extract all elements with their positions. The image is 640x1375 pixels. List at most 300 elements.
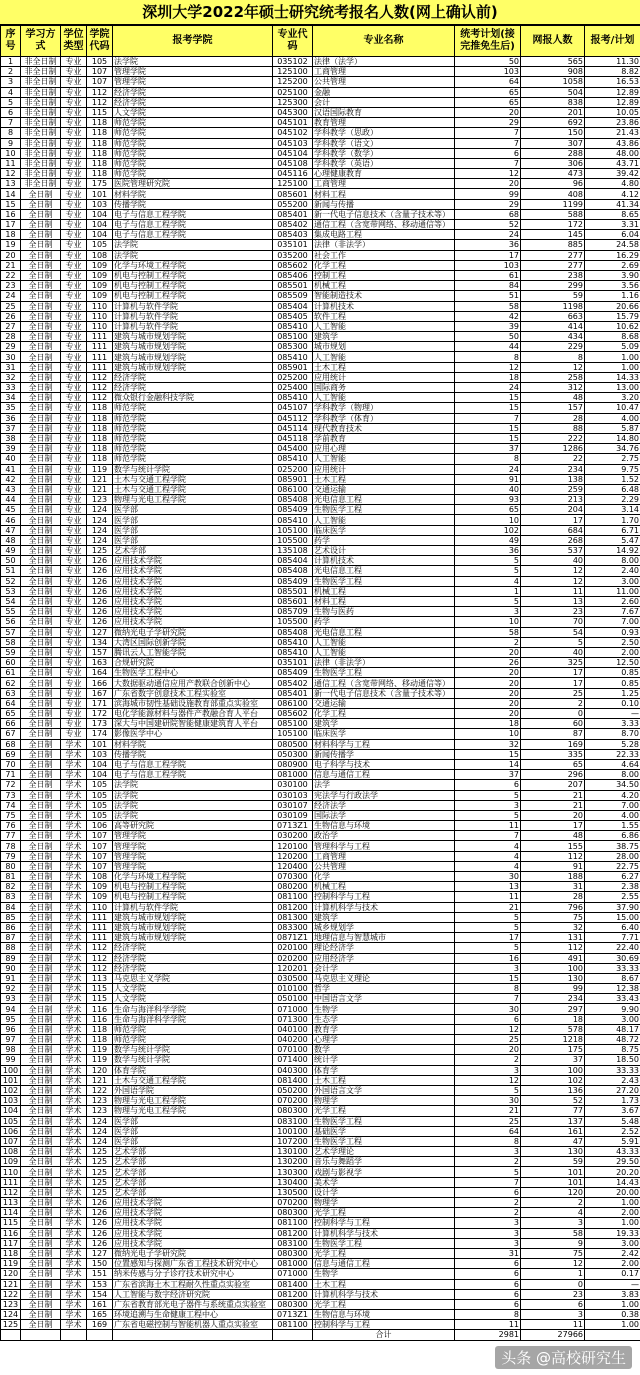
cell-row-index: 59	[1, 647, 21, 657]
cell-applicant-count: 885	[521, 240, 585, 250]
table-row	[1, 1228, 640, 1238]
header-school-code: 学院代码	[87, 26, 113, 57]
cell-study-mode: 全日制	[21, 861, 61, 871]
cell-plan-count: 16	[455, 953, 521, 963]
cell-school-name: 师范学院	[113, 158, 273, 168]
cell-major-code: 035101	[273, 658, 313, 668]
cell-major-code: 086100	[273, 484, 313, 494]
cell-row-index: 48	[1, 535, 21, 545]
cell-major-name: 工商管理	[313, 67, 455, 77]
cell-ratio: 22.33	[585, 749, 640, 759]
cell-school-code: 150	[87, 1259, 113, 1269]
cell-major-code: 085401	[273, 209, 313, 219]
cell-major-code: 085401	[273, 688, 313, 698]
cell-degree-type: 专业	[61, 719, 87, 729]
cell-major-code: 080300	[273, 1106, 313, 1116]
cell-school-code: 105	[87, 240, 113, 250]
cell-major-code: 085410	[273, 637, 313, 647]
table-row	[1, 994, 640, 1004]
cell-row-index: 56	[1, 617, 21, 627]
cell-major-name: 物理学	[313, 1198, 455, 1208]
table-row	[1, 1136, 640, 1146]
cell-degree-type: 专业	[61, 209, 87, 219]
cell-applicant-count: 96	[521, 179, 585, 189]
table-row	[1, 1218, 640, 1228]
cell-plan-count: 12	[455, 1075, 521, 1085]
cell-degree-type: 学术	[61, 1279, 87, 1289]
cell-major-name: 宪法学与行政法学	[313, 790, 455, 800]
cell-degree-type: 专业	[61, 118, 87, 128]
cell-school-name: 计算机与软件学院	[113, 902, 273, 912]
cell-major-code: 085410	[273, 321, 313, 331]
cell-row-index: 120	[1, 1269, 21, 1279]
cell-major-code: 080200	[273, 882, 313, 892]
cell-major-name: 化学	[313, 872, 455, 882]
cell-row-index: 2	[1, 67, 21, 77]
cell-applicant-count: 54	[521, 627, 585, 637]
cell-plan-count: 7	[455, 413, 521, 423]
cell-major-code: 020200	[273, 953, 313, 963]
cell-ratio: 20.66	[585, 301, 640, 311]
cell-major-name: 艺术学理论	[313, 1147, 455, 1157]
cell-plan-count: 11	[455, 821, 521, 831]
cell-row-index: 47	[1, 525, 21, 535]
cell-study-mode: 全日制	[21, 688, 61, 698]
cell-degree-type: 专业	[61, 128, 87, 138]
cell-study-mode: 全日制	[21, 1187, 61, 1197]
cell-plan-count: 18	[455, 719, 521, 729]
cell-school-code: 103	[87, 749, 113, 759]
cell-plan-count: 5	[455, 1085, 521, 1095]
cell-school-name: 医学部	[113, 535, 273, 545]
cell-major-code: 050200	[273, 1085, 313, 1095]
cell-ratio: 11.00	[585, 586, 640, 596]
cell-school-name: 师范学院	[113, 444, 273, 454]
cell-ratio: 4.64	[585, 759, 640, 769]
cell-study-mode: 全日制	[21, 189, 61, 199]
cell-major-name: 人工智能	[313, 515, 455, 525]
cell-row-index: 97	[1, 1035, 21, 1045]
cell-school-code: 111	[87, 922, 113, 932]
cell-school-code: 124	[87, 515, 113, 525]
cell-major-name: 哲学	[313, 984, 455, 994]
cell-degree-type: 专业	[61, 260, 87, 270]
cell-row-index: 119	[1, 1259, 21, 1269]
cell-school-code: 115	[87, 984, 113, 994]
table-row	[1, 1248, 640, 1258]
cell-ratio: 34.76	[585, 444, 640, 454]
table-row	[1, 535, 640, 545]
cell-row-index: 82	[1, 882, 21, 892]
table-row	[1, 586, 640, 596]
cell-plan-count: 6	[455, 1289, 521, 1299]
cell-study-mode: 全日制	[21, 220, 61, 230]
table-row	[1, 372, 640, 382]
cell-major-name: 新一代电子信息技术（含量子技术等）	[313, 209, 455, 219]
cell-major-name: 生物医学工程	[313, 1136, 455, 1146]
cell-row-index: 95	[1, 1014, 21, 1024]
cell-degree-type: 学术	[61, 1167, 87, 1177]
cell-degree-type: 学术	[61, 1136, 87, 1146]
cell-major-name: 学科教学（语文）	[313, 138, 455, 148]
cell-school-name: 艺术学部	[113, 546, 273, 556]
cell-applicant-count: 130	[521, 973, 585, 983]
cell-school-code: 125	[87, 1187, 113, 1197]
cell-school-code: 111	[87, 332, 113, 342]
cell-degree-type: 学术	[61, 1289, 87, 1299]
cell-row-index: 36	[1, 413, 21, 423]
cell-major-name: 土木工程	[313, 362, 455, 372]
cell-applicant-count: 306	[521, 158, 585, 168]
cell-major-name: 会计学	[313, 963, 455, 973]
cell-applicant-count: 157	[521, 403, 585, 413]
cell-major-name: 应用统计	[313, 372, 455, 382]
cell-applicant-count: 112	[521, 851, 585, 861]
cell-school-code: 119	[87, 1045, 113, 1055]
cell-major-name: 教育管理	[313, 118, 455, 128]
cell-study-mode: 全日制	[21, 1035, 61, 1045]
cell-applicant-count: 1286	[521, 444, 585, 454]
cell-ratio: 6.86	[585, 831, 640, 841]
cell-study-mode: 全日制	[21, 749, 61, 759]
cell-plan-count: 40	[455, 484, 521, 494]
cell-school-code: 134	[87, 637, 113, 647]
cell-major-name: 城市规划	[313, 342, 455, 352]
cell-applicant-count: 434	[521, 332, 585, 342]
cell-study-mode: 全日制	[21, 586, 61, 596]
cell-study-mode: 全日制	[21, 1096, 61, 1106]
cell-school-name: 电子与信息工程学院	[113, 220, 273, 230]
cell-school-name: 建筑与城市规划学院	[113, 912, 273, 922]
cell-school-code: 169	[87, 1320, 113, 1330]
cell-plan-count: 12	[455, 169, 521, 179]
cell-school-name: 位置感知与探测广东省工程技术研究中心	[113, 1259, 273, 1269]
cell-row-index: 14	[1, 189, 21, 199]
cell-school-name: 应用技术学院	[113, 1218, 273, 1228]
cell-row-index: 53	[1, 586, 21, 596]
cell-major-code: 120201	[273, 963, 313, 973]
cell-ratio: 5.48	[585, 1116, 640, 1126]
cell-school-name: 经济学院	[113, 372, 273, 382]
cell-major-name: 城乡规划学	[313, 922, 455, 932]
cell-school-code: 112	[87, 953, 113, 963]
cell-study-mode: 全日制	[21, 1218, 61, 1228]
cell-applicant-count: 234	[521, 994, 585, 1004]
table-row	[1, 169, 640, 179]
cell-school-code: 124	[87, 525, 113, 535]
cell-major-code: 085901	[273, 474, 313, 484]
cell-row-index: 123	[1, 1299, 21, 1309]
table-row	[1, 1269, 640, 1279]
cell-school-name: 环境追溯与生命健康工程中心	[113, 1310, 273, 1320]
cell-school-name: 应用技术学院	[113, 576, 273, 586]
table-row	[1, 77, 640, 87]
table-row	[1, 484, 640, 494]
cell-major-name: 生物信息与环境	[313, 1310, 455, 1320]
cell-applicant-count: 47	[521, 1136, 585, 1146]
cell-plan-count: 10	[455, 515, 521, 525]
cell-degree-type: 专业	[61, 474, 87, 484]
cell-applicant-count: 23	[521, 1289, 585, 1299]
cell-row-index: 64	[1, 698, 21, 708]
table-row	[1, 658, 640, 668]
cell-school-code: 112	[87, 393, 113, 403]
cell-applicant-count: 21	[521, 790, 585, 800]
cell-major-code: 071000	[273, 1269, 313, 1279]
cell-school-name: 法学院	[113, 250, 273, 260]
cell-ratio: 14.92	[585, 546, 640, 556]
cell-study-mode: 全日制	[21, 495, 61, 505]
cell-major-code: 081100	[273, 1218, 313, 1228]
cell-major-name: 软件工程	[313, 311, 455, 321]
cell-ratio: 0.17	[585, 1269, 640, 1279]
cell-ratio: 5.28	[585, 739, 640, 749]
cell-degree-type: 专业	[61, 647, 87, 657]
cell-school-code: 161	[87, 1299, 113, 1309]
cell-row-index: 20	[1, 250, 21, 260]
cell-degree-type: 学术	[61, 1310, 87, 1320]
cell-row-index: 4	[1, 87, 21, 97]
cell-degree-type: 专业	[61, 311, 87, 321]
cell-major-code: 050300	[273, 749, 313, 759]
cell-school-name: 建筑与城市规划学院	[113, 362, 273, 372]
cell-degree-type: 专业	[61, 189, 87, 199]
cell-major-code: 030107	[273, 800, 313, 810]
cell-degree-type: 专业	[61, 362, 87, 372]
cell-major-name: 应用经济学	[313, 953, 455, 963]
table-row	[1, 199, 640, 209]
cell-study-mode: 全日制	[21, 1065, 61, 1075]
cell-row-index: 112	[1, 1187, 21, 1197]
cell-school-name: 经济学院	[113, 97, 273, 107]
cell-school-code: 121	[87, 1075, 113, 1085]
table-row	[1, 1014, 640, 1024]
cell-school-code: 110	[87, 902, 113, 912]
table-row	[1, 270, 640, 280]
cell-school-code: 115	[87, 994, 113, 1004]
cell-school-code: 110	[87, 301, 113, 311]
cell-applicant-count: 4	[521, 1208, 585, 1218]
cell-applicant-count: 692	[521, 118, 585, 128]
table-row	[1, 546, 640, 556]
cell-school-name: 应用技术学院	[113, 566, 273, 576]
cell-plan-count: 14	[455, 759, 521, 769]
cell-applicant-count: 87	[521, 729, 585, 739]
cell-study-mode: 全日制	[21, 1310, 61, 1320]
cell-row-index: 87	[1, 933, 21, 943]
cell-degree-type: 专业	[61, 97, 87, 107]
cell-major-name: 光电信息工程	[313, 627, 455, 637]
cell-school-code: 118	[87, 423, 113, 433]
cell-ratio: 20.00	[585, 1187, 640, 1197]
cell-study-mode: 全日制	[21, 535, 61, 545]
cell-plan-count: 5	[455, 912, 521, 922]
cell-row-index: 22	[1, 270, 21, 280]
cell-plan-count: 64	[455, 1126, 521, 1136]
cell-degree-type: 学术	[61, 1299, 87, 1309]
cell-degree-type: 学术	[61, 1014, 87, 1024]
cell-major-code: 010100	[273, 984, 313, 994]
cell-row-index: 29	[1, 342, 21, 352]
header-degree-type: 学位类型	[61, 26, 87, 57]
table-row	[1, 678, 640, 688]
cell-row-index: 63	[1, 688, 21, 698]
cell-school-code: 109	[87, 291, 113, 301]
table-row	[1, 1055, 640, 1065]
cell-degree-type: 学术	[61, 922, 87, 932]
cell-ratio: 0.10	[585, 698, 640, 708]
cell-major-name: 生物医学工程	[313, 576, 455, 586]
cell-applicant-count: 414	[521, 321, 585, 331]
cell-row-index: 42	[1, 474, 21, 484]
cell-row-index: 88	[1, 943, 21, 953]
table-row	[1, 209, 640, 219]
cell-school-name: 土木与交通工程学院	[113, 1075, 273, 1085]
cell-degree-type: 学术	[61, 1198, 87, 1208]
table-row	[1, 566, 640, 576]
cell-school-name: 人工智能与数字经济研究院	[113, 1289, 273, 1299]
cell-plan-count: 2	[455, 1198, 521, 1208]
cell-ratio: 6.40	[585, 922, 640, 932]
table-row	[1, 647, 640, 657]
cell-major-name: 光电信息工程	[313, 566, 455, 576]
cell-school-name: 建筑与城市规划学院	[113, 922, 273, 932]
cell-degree-type: 专业	[61, 179, 87, 189]
cell-major-code: 120100	[273, 841, 313, 851]
cell-applicant-count: 11	[521, 1320, 585, 1330]
cell-school-code: 110	[87, 311, 113, 321]
cell-school-code: 107	[87, 67, 113, 77]
cell-study-mode: 全日制	[21, 454, 61, 464]
cell-major-name: 电子科学与技术	[313, 759, 455, 769]
cell-plan-count: 10	[455, 729, 521, 739]
cell-degree-type: 学术	[61, 1208, 87, 1218]
cell-school-name: 法学院	[113, 810, 273, 820]
cell-applicant-count: 131	[521, 933, 585, 943]
table-row	[1, 362, 640, 372]
cell-plan-count: 91	[455, 474, 521, 484]
cell-school-name: 管理学院	[113, 841, 273, 851]
cell-study-mode: 非全日制	[21, 179, 61, 189]
cell-major-code: 081200	[273, 1289, 313, 1299]
cell-study-mode: 全日制	[21, 515, 61, 525]
cell-ratio: 8.00	[585, 556, 640, 566]
cell-degree-type: 专业	[61, 423, 87, 433]
cell-applicant-count: 588	[521, 209, 585, 219]
table-row	[1, 57, 640, 67]
cell-row-index: 80	[1, 861, 21, 871]
cell-study-mode: 全日制	[21, 1085, 61, 1095]
table-row	[1, 433, 640, 443]
cell-degree-type: 专业	[61, 107, 87, 117]
cell-major-name: 人工智能	[313, 393, 455, 403]
cell-school-name: 土木与交通工程学院	[113, 474, 273, 484]
cell-plan-count: 20	[455, 678, 521, 688]
cell-school-code: 166	[87, 678, 113, 688]
cell-major-code: 035200	[273, 250, 313, 260]
table-row	[1, 525, 640, 535]
cell-school-name: 管理学院	[113, 831, 273, 841]
cell-major-code: 085410	[273, 454, 313, 464]
cell-school-name: 机电与控制工程学院	[113, 281, 273, 291]
cell-school-name: 合规研究院	[113, 658, 273, 668]
table-row	[1, 1035, 640, 1045]
cell-plan-count: 7	[455, 1177, 521, 1187]
cell-school-name: 大数据驱动通信应用产教联合创新中心	[113, 678, 273, 688]
cell-study-mode: 全日制	[21, 1075, 61, 1085]
cell-school-code: 107	[87, 851, 113, 861]
cell-school-code: 126	[87, 1228, 113, 1238]
cell-row-index: 18	[1, 230, 21, 240]
cell-school-code: 171	[87, 698, 113, 708]
cell-study-mode: 全日制	[21, 260, 61, 270]
cell-degree-type: 学术	[61, 892, 87, 902]
cell-row-index: 43	[1, 484, 21, 494]
cell-school-name: 艺术学部	[113, 1167, 273, 1177]
cell-school-code: 126	[87, 607, 113, 617]
cell-school-name: 师范学院	[113, 169, 273, 179]
cell-study-mode: 非全日制	[21, 158, 61, 168]
cell-major-code: 045107	[273, 403, 313, 413]
header-plan: 统考计划(接完推免生后)	[455, 26, 521, 57]
cell-study-mode: 全日制	[21, 281, 61, 291]
cell-school-code: 124	[87, 505, 113, 515]
cell-major-name: 建筑学	[313, 332, 455, 342]
cell-major-code: 085403	[273, 230, 313, 240]
cell-major-code: 085100	[273, 719, 313, 729]
cell-applicant-count: 48	[521, 831, 585, 841]
cell-major-name: 光电信息工程	[313, 495, 455, 505]
cell-applicant-count: 145	[521, 230, 585, 240]
cell-major-code: 030200	[273, 831, 313, 841]
cell-school-code: 118	[87, 454, 113, 464]
cell-degree-type: 专业	[61, 77, 87, 87]
cell-school-code: 165	[87, 1310, 113, 1320]
cell-applicant-count: 2	[521, 698, 585, 708]
cell-major-name: 物理学	[313, 1096, 455, 1106]
cell-degree-type: 学术	[61, 1187, 87, 1197]
cell-plan-count: 4	[455, 841, 521, 851]
cell-school-name: 电子与信息工程学院	[113, 209, 273, 219]
cell-plan-count: 17	[455, 250, 521, 260]
cell-ratio: 43.33	[585, 1147, 640, 1157]
cell-major-code: 085408	[273, 566, 313, 576]
cell-major-code: 070200	[273, 1096, 313, 1106]
cell-major-code: 040200	[273, 1035, 313, 1045]
cell-school-name: 生物医学工程中心	[113, 668, 273, 678]
cell-major-code: 081400	[273, 1279, 313, 1289]
cell-plan-count: 8	[455, 984, 521, 994]
table-row	[1, 810, 640, 820]
cell-row-index: 93	[1, 994, 21, 1004]
cell-row-index: 113	[1, 1198, 21, 1208]
cell-degree-type: 学术	[61, 1269, 87, 1279]
cell-major-name: 数学	[313, 1045, 455, 1055]
cell-degree-type: 专业	[61, 158, 87, 168]
cell-major-name: 集成电路工程	[313, 230, 455, 240]
cell-ratio: 1.00	[585, 352, 640, 362]
cell-major-name: 生物学	[313, 1004, 455, 1014]
cell-applicant-count: 60	[521, 719, 585, 729]
cell-row-index: 78	[1, 841, 21, 851]
cell-plan-count: 6	[455, 1259, 521, 1269]
cell-school-code: 111	[87, 933, 113, 943]
cell-school-code: 109	[87, 260, 113, 270]
cell-school-code: 127	[87, 1248, 113, 1258]
cell-major-code: 0713Z1	[273, 821, 313, 831]
cell-ratio: 3.83	[585, 1289, 640, 1299]
table-row	[1, 607, 640, 617]
